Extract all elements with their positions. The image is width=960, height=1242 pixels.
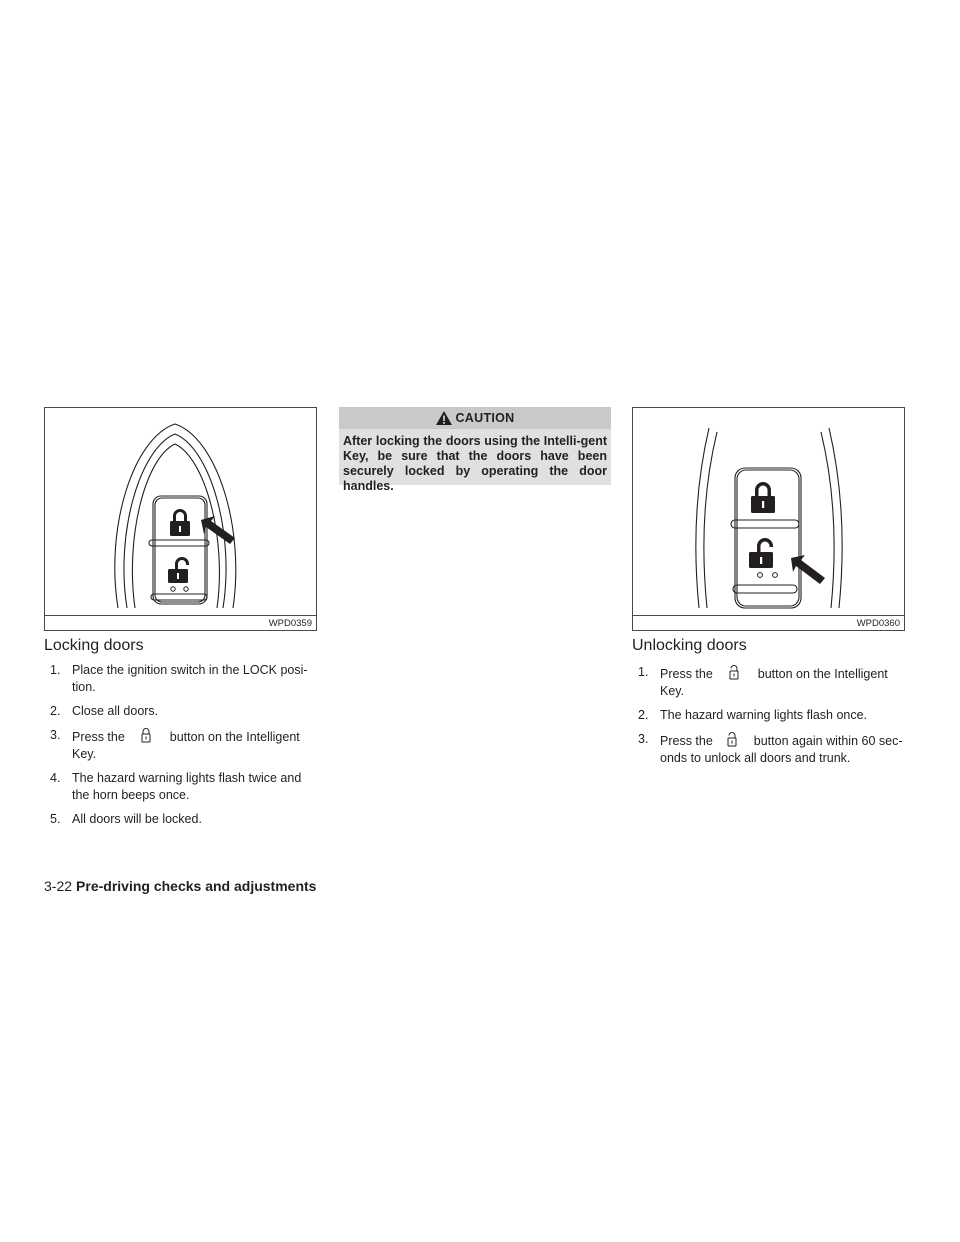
list-item: 3. Press the button on the Intelligent Key. [50,728,300,761]
lock-icon [132,727,162,744]
caution-box [339,407,611,493]
page-number: 3-22 [44,878,73,894]
unlock-icon [749,538,773,568]
caution-text: After locking the doors using the Intelli-gent Key, be sure that the doors have been securely locked by operating the door handles. [343,434,607,493]
list-item: 2. The hazard warning lights flash once. [638,708,868,722]
figure-key-unlock [632,407,905,631]
warning-icon [435,410,453,426]
key-fob-unlock-illustration [633,408,904,616]
unlock-icon [720,664,750,681]
figure-key-lock [44,407,317,631]
figure-label: WPD0360 [633,615,904,630]
page-footer [44,878,316,894]
list-item: 1. Place the ignition switch in the LOCK posi-tion. [50,663,308,694]
locking-doors-heading: Locking doors [44,637,144,654]
unlock-icon [168,557,189,583]
arrow-icon [791,555,825,584]
list-item: 4. The hazard warning lights flash twice and the horn beeps once. [50,771,302,802]
lock-icon [170,509,190,536]
locking-steps [44,662,320,835]
caution-header [339,407,611,429]
unlock-icon [720,731,746,748]
list-item: 5. All doors will be locked. [50,812,202,826]
unlocking-doors-heading: Unlocking doors [632,637,747,654]
key-fob-lock-illustration [45,408,316,616]
figure-label: WPD0359 [45,615,316,630]
list-item: 3. Press the button again within 60 sec-onds to unlock all doors and trunk. [638,732,903,765]
list-item: 2. Close all doors. [50,704,159,718]
caution-title: CAUTION [455,411,515,425]
section-title: Pre-driving checks and adjustments [76,878,317,894]
unlocking-steps [632,664,908,774]
list-item: 1. Press the button on the Intelligent Key. [638,665,888,698]
lock-icon [751,482,775,513]
